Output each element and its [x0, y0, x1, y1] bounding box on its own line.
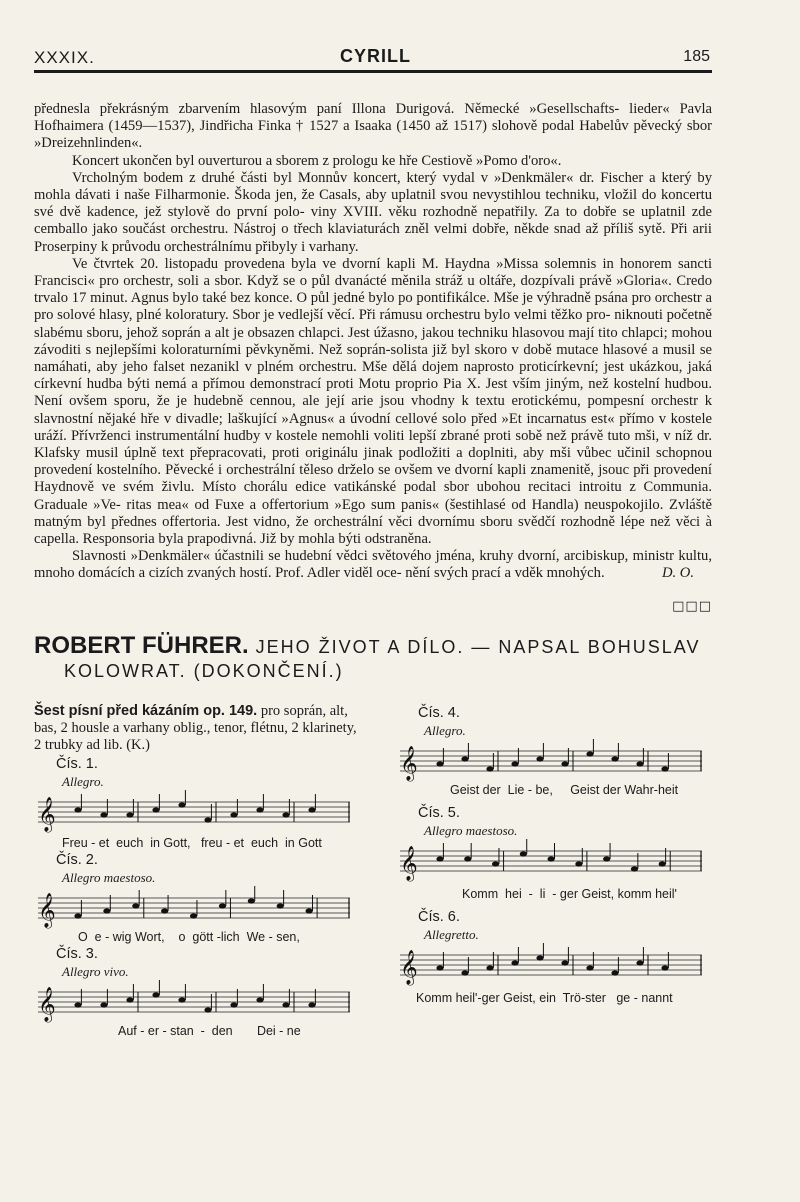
- note-head: [248, 898, 255, 903]
- heading-subtitle-2: KOLOWRAT. (DOKONČENÍ.): [64, 660, 344, 681]
- note-head: [219, 903, 226, 908]
- left-column: [34, 703, 364, 1038]
- page-number: 185: [683, 48, 710, 65]
- note-head: [486, 766, 493, 771]
- note-head: [659, 861, 666, 866]
- paragraph: přednesla překrásným zbarvením hlasovým paní Illona Durigová. Německé »Gesellschafts- lieder« Pavla Hofhaimera (1459—1537), Jindřicha Finka † 1527 a Isaaka (1450 až 1517) slohově podal Habelův pěvecký sbor »Dreizehnlinden«.: [34, 101, 712, 152]
- note-head: [256, 997, 263, 1002]
- example-number: Čís. 5.: [418, 804, 460, 821]
- tempo-marking: Allegretto.: [424, 926, 479, 942]
- music-staff: [396, 943, 706, 991]
- paragraph: Vrcholným bodem z druhé části byl Monnův koncert, který vydal v »Denkmäler« dr. Fischer a který by mohla dávati i naše Filharmonie. Škoda jen, že Casals, aby uplatnil svou nevystihlou techniku, vložil do koncertu své dvě kadence, jež stylově do první polo- viny XVIII. věku rozhodně nepatřily. Za to dobře se uplatnil zde cemballo jako součást orchestru. Nástroj o třech klaviaturách zněl velmi dobře, někde snad až příliš sytě. Při arii Proserpiny k průvodu orchestrálnímu přibyly i varhany.: [34, 169, 712, 255]
- author-signature: D. O.: [661, 565, 694, 582]
- note-head: [282, 1002, 289, 1007]
- note-head: [436, 761, 443, 766]
- note-head: [461, 756, 468, 761]
- music-staff: [34, 886, 354, 930]
- article-heading: [34, 631, 712, 683]
- lyrics: Freu - et euch in Gott, freu - et euch in Gott: [62, 835, 322, 850]
- note-head: [661, 766, 668, 771]
- treble-clef-icon: 𝄞: [38, 796, 56, 832]
- treble-clef-icon: 𝄞: [38, 986, 56, 1022]
- note-head: [103, 908, 110, 913]
- note-head: [436, 856, 443, 861]
- paragraph-text: Slavnosti »Denkmäler« účastnili se hudební vědci světového jména, kruhy dvorní, arcibiskup, ministr kultu, mnoho domácích a cizích zvaných hostí. Prof. Adler viděl oce- nění svých prací a vděk mnohých.: [34, 548, 712, 582]
- note-head: [190, 913, 197, 918]
- note-head: [308, 807, 315, 812]
- lyrics: O e - wig Wort, o gött -lich We - sen,: [78, 929, 300, 944]
- example-6: [396, 909, 712, 1005]
- note-head: [204, 817, 211, 822]
- note-head: [277, 903, 284, 908]
- note-head: [100, 1002, 107, 1007]
- note-head: [100, 812, 107, 817]
- note-head: [561, 761, 568, 766]
- treble-clef-icon: 𝄞: [38, 892, 56, 928]
- note-head: [464, 856, 471, 861]
- note-head: [308, 1002, 315, 1007]
- note-head: [520, 851, 527, 856]
- note-head: [230, 1002, 237, 1007]
- example-number: Čís. 1.: [56, 755, 98, 772]
- note-head: [74, 807, 81, 812]
- note-head: [486, 965, 493, 970]
- tempo-marking: Allegro.: [424, 722, 466, 738]
- note-head: [492, 861, 499, 866]
- lyrics: Auf - er - stan - den Dei - ne: [118, 1023, 301, 1038]
- work-scoring: pro soprán, alt, bas, 2 housle a varhany oblig., tenor, flétnu, 2 klarinety, 2 trubky ad lib. (K.): [34, 702, 357, 753]
- note-head: [536, 955, 543, 960]
- work-description: [34, 703, 364, 754]
- note-head: [161, 908, 168, 913]
- example-number: Čís. 2.: [56, 851, 98, 868]
- note-head: [152, 992, 159, 997]
- note-head: [461, 970, 468, 975]
- section-ornament: □□□: [672, 598, 712, 614]
- paragraph: Ve čtvrtek 20. listopadu provedena byla ve dvorní kapli M. Haydna »Missa solemnis in honorem sancti Francisci« pro orchestr, soli a sbor. Když se o půl dvanácté měnila stráž u oltáře, dozpívali právě »Gloria«. Credo trvalo 17 minut. Agnus bylo také bez konce. O půl jedné bylo po pontifikálce. Mše je výhradně psána pro orchestr a pro solové hlasy, plné koloratury. Sbor je vedlejší věcí. Při rámusu orchestru bylo velmi těžko pro- niknouti početně slabému sboru, jehož soprán a alt je obsazen chlapci. Jest úžasno, jakou techniku hlasovou mají tito chlapci; mohou závoditi s nejlepšími koloraturními pěvkyněmi. Než soprán-solista již byl skoro v době mutace hlasové a musil se namáhati, aby jeho falset nezanikl v plném orchestru. Mše dělá dojem naprosto proticírkevní; jest ukázkou, jaká církevní hudba býti nemá a přímou demonstrací proti Motu proprio Pia X. Jest vším jiným, než kostelní hudbou. Není ovšem sporu, že je hudebně cennou, ale její arie jsou vhodny k textu erotickému, pompesní orchestr k slavnostní nějaké hře v divadle; laškující »Agnus« a úvodní cellové solo před »Et incarnatus est« přímo v kostele uráží. Přívrženci instrumentální hudby v kostele nemohli voliti lepší zbrané proti sobě než právě tuto mši, v níž dr. Klafsky musil úplně text přepracovati, proti originálu jinak podložiti a doplniti, aby mši vůbec učinil schopnou provedení kostelního. Pěvecké i orchestrální těleso drželo se ovšem ve dvorní kapli znamenitě, jsouc při provedení Haydnově ve svém živlu. Místo chorálu edice vatikánské podal sbor ubohou recitaci introitu z Communia. Graduale »Ve- ritas mea« od Fuxe a offertorium »Ego sum panis« (šestihlasé od Handla) neuspokojilo. Zvláště matným byl přednes offertoria. Jest vidno, že orchestrální věci dvornímu sboru svědčí rozhodně lépe než věci à capella. Responsoria byla prapodivná. Již by mohla býti odstraněna.: [34, 255, 712, 548]
- heading-name: ROBERT FÜHRER.: [34, 631, 249, 659]
- note-head: [611, 756, 618, 761]
- note-head: [126, 812, 133, 817]
- note-head: [178, 802, 185, 807]
- note-head: [636, 761, 643, 766]
- note-head: [661, 965, 668, 970]
- example-number: Čís. 3.: [56, 945, 98, 962]
- example-4: [396, 705, 712, 797]
- work-title: Šest písní před kázáním op. 149.: [34, 702, 258, 719]
- lyrics: Komm heil'-ger Geist, ein Trö-ster ge - nannt: [416, 990, 673, 1005]
- note-head: [436, 965, 443, 970]
- note-head: [511, 960, 518, 965]
- note-head: [575, 861, 582, 866]
- note-head: [511, 761, 518, 766]
- note-head: [178, 997, 185, 1002]
- note-head: [204, 1007, 211, 1012]
- example-3: [34, 946, 364, 1038]
- note-head: [74, 1002, 81, 1007]
- treble-clef-icon: 𝄞: [400, 745, 418, 781]
- note-head: [631, 866, 638, 871]
- treble-clef-icon: 𝄞: [400, 949, 418, 985]
- example-2: [34, 852, 364, 944]
- note-head: [603, 856, 610, 861]
- note-head: [74, 913, 81, 918]
- note-head: [636, 960, 643, 965]
- note-head: [126, 997, 133, 1002]
- volume-number: XXXIX.: [34, 48, 95, 67]
- note-head: [536, 756, 543, 761]
- note-head: [256, 807, 263, 812]
- heading-subtitle-1: JEHO ŽIVOT A DÍLO. — NAPSAL BOHUSLAV: [248, 636, 701, 657]
- music-staff: [34, 980, 354, 1024]
- note-head: [586, 751, 593, 756]
- article-body: [34, 101, 712, 583]
- note-head: [282, 812, 289, 817]
- treble-clef-icon: 𝄞: [400, 845, 418, 881]
- note-head: [586, 965, 593, 970]
- note-head: [306, 908, 313, 913]
- example-number: Čís. 6.: [418, 908, 460, 925]
- journal-title: CYRILL: [340, 46, 411, 66]
- example-number: Čís. 4.: [418, 704, 460, 721]
- music-staff: [396, 839, 706, 887]
- tempo-marking: Allegro maestoso.: [424, 822, 518, 838]
- right-column: [396, 703, 712, 1005]
- music-staff: [396, 739, 706, 783]
- paragraph: [34, 548, 712, 582]
- tempo-marking: Allegro vivo.: [62, 963, 129, 979]
- page: [34, 44, 712, 1038]
- note-head: [611, 970, 618, 975]
- paragraph: Koncert ukončen byl ouverturou a sborem z prologu ke hře Cestiově »Pomo d'oro«.: [72, 152, 562, 169]
- music-staff: [34, 790, 354, 836]
- running-header: [34, 44, 712, 73]
- example-1: [34, 756, 364, 850]
- lyrics: Komm hei - li - ger Geist, komm heil': [462, 886, 677, 901]
- lyrics: Geist der Lie - be, Geist der Wahr-heit: [450, 782, 679, 797]
- note-head: [152, 807, 159, 812]
- music-examples: [34, 702, 712, 1038]
- tempo-marking: Allegro maestoso.: [62, 869, 156, 885]
- tempo-marking: Allegro.: [62, 773, 104, 789]
- note-head: [548, 856, 555, 861]
- note-head: [230, 812, 237, 817]
- example-5: [396, 805, 712, 901]
- note-head: [132, 903, 139, 908]
- note-head: [561, 960, 568, 965]
